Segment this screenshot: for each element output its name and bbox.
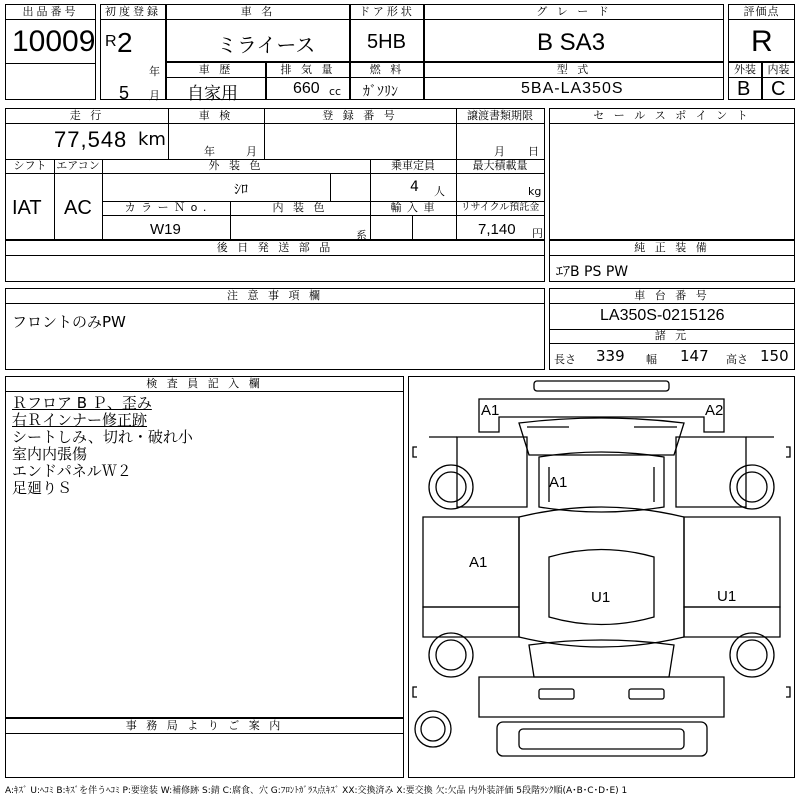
history-label: 車 歴 — [167, 63, 265, 78]
damage-mark: U1 — [717, 588, 737, 605]
import-label: 輸 入 車 — [370, 201, 456, 216]
exterior-label: 外装 — [729, 63, 761, 78]
length: 339 — [596, 347, 625, 365]
grade: B SA3 — [537, 29, 606, 56]
notes-box — [5, 288, 545, 370]
height-label: 高さ — [726, 353, 748, 366]
ac: AC — [64, 197, 92, 219]
inspector-remarks — [12, 395, 193, 497]
equipment-box — [549, 240, 795, 282]
remark-line: Ｒフロア B Ｐ、歪み — [12, 394, 152, 412]
recycle-unit: 円 — [532, 227, 543, 240]
exterior-color: ｼﾛ — [234, 182, 248, 198]
ac-label: エアコン — [54, 159, 102, 174]
damage-mark: U1 — [591, 589, 611, 606]
color-number-label: カ ラ ー Ｎ o . — [102, 201, 230, 216]
interior-color-unit: 系 — [356, 229, 367, 242]
model-box — [424, 62, 724, 100]
mileage: 77,548 — [54, 127, 128, 152]
inspection-label: 車 検 — [168, 109, 264, 124]
damage-mark: A1 — [469, 554, 488, 571]
car-diagram — [409, 377, 794, 777]
lot-box — [5, 4, 96, 100]
first-reg-label: 初度登録 — [101, 5, 165, 20]
office-label: 事 務 局 よ り ご 案 内 — [6, 719, 403, 734]
exterior-box — [728, 62, 762, 100]
width-label: 幅 — [646, 353, 657, 366]
car-diagram-box — [408, 376, 795, 778]
model: 5BA-LA350S — [521, 80, 624, 97]
year-unit: 年 — [149, 65, 160, 78]
door-type: 5HB — [367, 31, 406, 53]
inspector-box — [5, 376, 404, 718]
remark-line: 室内内張傷 — [12, 445, 88, 463]
reg-month: 5 — [119, 83, 130, 103]
capacity-unit: 人 — [434, 185, 445, 198]
displacement: 660 — [293, 80, 320, 97]
displacement-box — [266, 62, 350, 100]
score-label: 評価点 — [729, 5, 794, 20]
max-load-label: 最大積載量 — [456, 159, 544, 174]
model-label: 型 式 — [425, 63, 723, 78]
door-box — [350, 4, 424, 62]
grade-box — [424, 4, 724, 62]
era: R — [105, 33, 117, 50]
mileage-label: 走 行 — [6, 109, 168, 124]
displacement-unit: cc — [329, 85, 342, 98]
equipment-label: 純 正 装 備 — [550, 241, 794, 256]
remark-line: 足廻りＳ — [12, 479, 73, 497]
later-parts-box — [5, 240, 545, 282]
capacity-label: 乗車定員 — [370, 159, 456, 174]
recycle-label: リサイクル預託金 — [456, 201, 544, 216]
car-name-box — [166, 4, 350, 62]
vehicle-details-box — [5, 108, 545, 240]
capacity: 4 — [410, 179, 419, 195]
height: 150 — [760, 347, 789, 365]
chassis-box — [549, 288, 795, 370]
damage-mark: A1 — [549, 474, 568, 491]
inspection-month-unit: 月 — [246, 145, 257, 158]
car-name: ミライース — [217, 33, 316, 57]
sales-points-label: セ ー ル ス ポ イ ン ト — [550, 109, 794, 124]
history: 自家用 — [187, 84, 238, 104]
interior-color-label: 内 装 色 — [230, 201, 370, 216]
transfer-day-unit: 日 — [528, 145, 539, 158]
shift: IAT — [12, 197, 42, 219]
transfer-deadline-label: 譲渡書類期限 — [456, 109, 544, 124]
fuel-label: 燃 料 — [351, 63, 423, 78]
reg-year: 2 — [117, 27, 133, 58]
first-registration-box — [100, 4, 166, 103]
score: R — [751, 25, 773, 58]
color-number: W19 — [150, 221, 181, 238]
notes: フロントのみPW — [12, 313, 126, 331]
chassis-number: LA350S-0215126 — [600, 307, 725, 324]
door-label: ドア形状 — [351, 5, 423, 20]
displacement-label: 排 気 量 — [267, 63, 349, 78]
exterior-grade: B — [737, 78, 751, 100]
interior-box — [762, 62, 795, 100]
chassis-label: 車 台 番 号 — [550, 289, 794, 304]
width: 147 — [680, 347, 709, 365]
history-box — [166, 62, 266, 104]
fuel: ｶﾞｿﾘﾝ — [363, 84, 398, 100]
lot-number: 10009 — [12, 25, 96, 58]
equipment: ｴｱB PS PW — [556, 264, 629, 280]
mileage-unit: km — [138, 129, 166, 150]
color-label: 外 装 色 — [102, 159, 370, 174]
registration-number-label: 登 録 番 号 — [264, 109, 456, 124]
remark-line: エンドパネルＷ２ — [12, 462, 132, 480]
month-unit: 月 — [149, 89, 160, 102]
legend: A:ｷｽﾞ U:ﾍｺﾐ B:ｷｽﾞを伴うﾍｺﾐ P:要塗装 W:補修跡 S:錆 C:腐食、穴 G:ﾌﾛﾝﾄｶﾞﾗｽ点ｷｽﾞ XX:交換済み X:要交換 欠:欠品 内外装評価 5段階ﾗﾝｸ順(A･B･C･D･E) 1 — [5, 786, 628, 796]
remark-line: シートしみ、切れ・破れ小 — [12, 428, 193, 446]
interior-grade: C — [771, 78, 786, 100]
max-load-unit: kg — [528, 185, 542, 198]
damage-mark: A2 — [705, 402, 724, 419]
car-name-label: 車 名 — [167, 5, 349, 20]
shift-label: シフト — [6, 159, 54, 174]
length-label: 長さ — [554, 353, 576, 366]
lot-label: 出品番号 — [6, 5, 95, 20]
score-box — [728, 4, 795, 62]
inspection-year-unit: 年 — [204, 145, 215, 158]
fuel-box — [350, 62, 424, 100]
dimensions-label: 諸 元 — [550, 329, 794, 344]
remark-line: 右Ｒインナー修正跡 — [12, 411, 148, 429]
office-box — [5, 718, 404, 778]
inspector-label: 検 査 員 記 入 欄 — [6, 377, 403, 392]
grade-label: グ レ ー ド — [425, 5, 723, 20]
transfer-month-unit: 月 — [494, 145, 505, 158]
interior-label: 内装 — [763, 63, 794, 78]
later-parts-label: 後 日 発 送 部 品 — [6, 241, 544, 256]
sales-points-box — [549, 108, 795, 240]
recycle-fee: 7,140 — [478, 221, 516, 238]
damage-mark: A1 — [481, 402, 500, 419]
notes-label: 注 意 事 項 欄 — [6, 289, 544, 304]
